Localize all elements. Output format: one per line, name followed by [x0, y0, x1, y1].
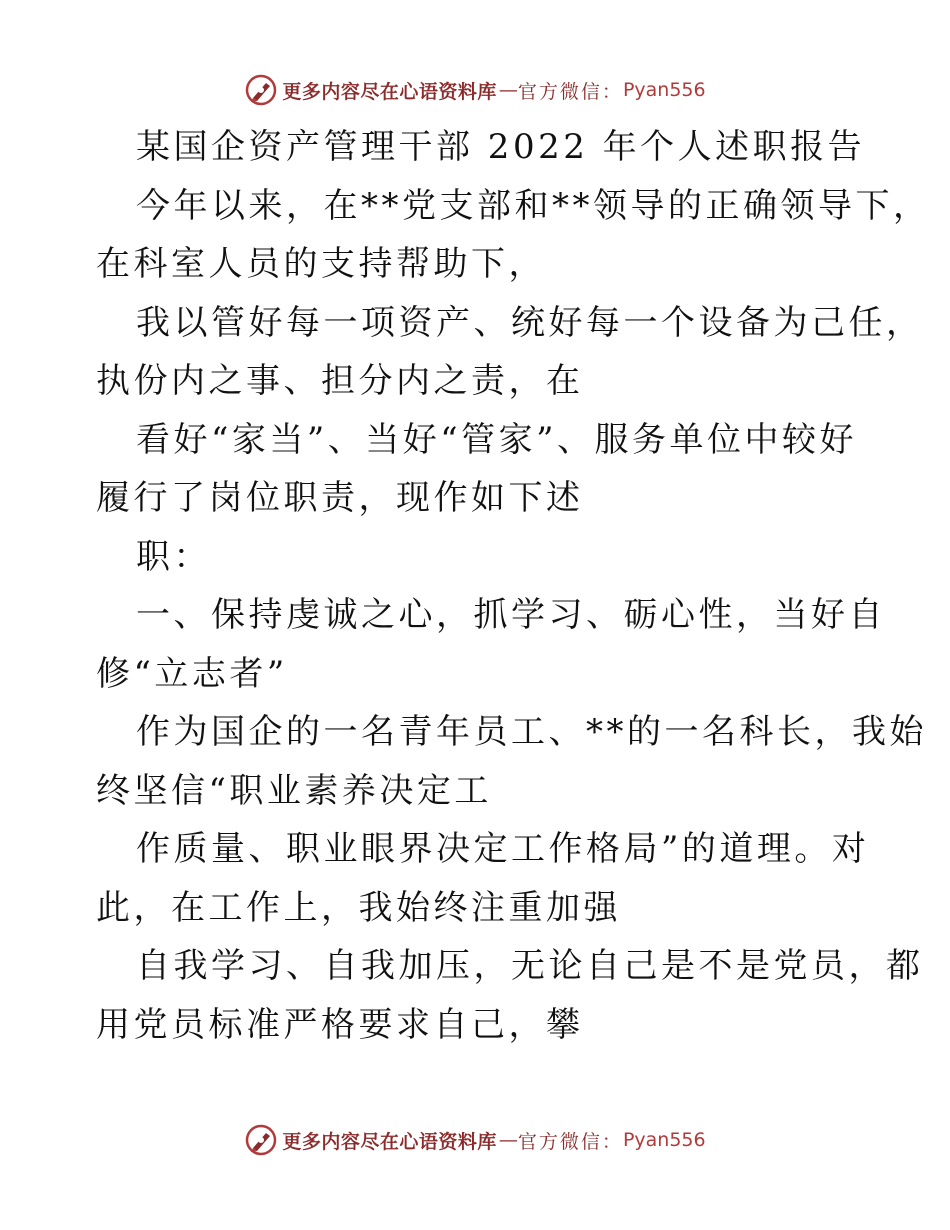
text-line: 履行了岗位职责，现作如下述 — [96, 478, 584, 518]
text-line: 修“立志者” — [96, 653, 288, 694]
footer-watermark-banner — [0, 1120, 950, 1160]
text-line: 在科室人员的支持帮助下， — [96, 244, 546, 284]
text-line: 今年以来，在**党支部和**领导的正确领导下， — [136, 185, 931, 226]
pen-logo-icon — [244, 73, 278, 107]
text-line: 自我学习、自我加压，无论自己是不是党员，都 — [136, 946, 924, 986]
banner-official-label: 官方微信： — [517, 1130, 623, 1153]
text-line: 作质量、职业眼界决定工作格局”的道理。对 — [136, 829, 870, 869]
text-line: 看好“家当”、当好“管家”、服务单位中较好 — [136, 419, 858, 460]
text-line: 一、保持虔诚之心，抓学习、砺心性，当好自 — [136, 595, 886, 635]
banner-separator: — — [498, 1129, 516, 1151]
text-line: 职： — [136, 536, 211, 577]
text-line: 用党员标准严格要求自己，攀 — [96, 1004, 584, 1045]
banner-ad-text: 更多内容尽在心语资料库 — [282, 1130, 497, 1153]
document-body — [96, 118, 931, 1054]
banner-wechat-id: Pyan556 — [622, 79, 706, 101]
banner-ad-text: 更多内容尽在心语资料库 — [282, 80, 497, 103]
text-line: 执份内之事、担分内之责，在 — [96, 361, 584, 401]
banner-official-label: 官方微信： — [517, 80, 623, 103]
banner-separator: — — [498, 79, 516, 101]
header-watermark-banner — [0, 70, 950, 110]
text-line: 作为国企的一名青年员工、**的一名科长，我始 — [136, 712, 927, 752]
document-title: 某国企资产管理干部 2022 年个人述职报告 — [136, 127, 866, 167]
text-line: 我以管好每一项资产、统好每一个设备为己任， — [136, 302, 924, 343]
pen-logo-icon — [244, 1123, 278, 1157]
banner-wechat-id: Pyan556 — [622, 1129, 706, 1151]
text-line: 终坚信“职业素养决定工 — [96, 770, 492, 811]
text-line: 此，在工作上，我始终注重加强 — [96, 887, 621, 928]
